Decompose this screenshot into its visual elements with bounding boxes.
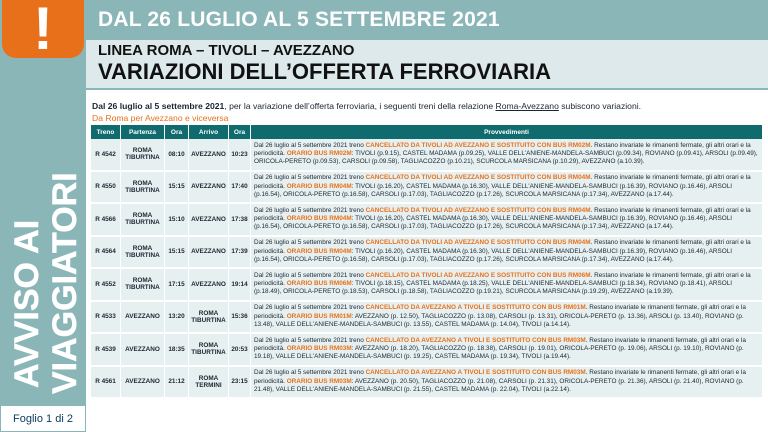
provision-text: . Restano invariate le rimanenti fermate, gli altri orari e la periodicità. [254,304,746,320]
exclamation-icon: ! [33,0,53,62]
provision-text: . Restano invariate le rimanenti fermate, gli altri orari e la periodicità. [254,141,751,158]
highlight-text: ORARIO BUS RM03M [286,377,352,385]
highlight-text: CANCELLATO DA TIVOLI AD AVEZZANO E SOSTITUITO CON BUS RM06M [365,271,591,279]
header-ora-partenza: Ora [165,125,189,139]
provision-text: Dal 26 luglio al 5 settembre 2021 treno [254,239,366,247]
table-row [91,367,763,400]
cell-treno: R 4550 [91,172,121,205]
provision-text: : TIVOLI (p.9.15), CASTEL MADAMA (p.09.25), VALLE DELL'ANIENE-MANDELA-SAMBUCI (p.09.34), ROVIANO (p.09.41), ARSOLI (p.09.49), ORICOLA-PERETO (p.09.53), CARSOLI (p.09.58), TAGLIACOZZO (p.10.21), SCURCOLA MARSICANA (p.10.29), AVEZZANO (a.10.39). [254,150,758,166]
provision-text: . Restano invariate le rimanenti fermate, gli altri orari e la periodicità. [254,369,746,385]
cell-provvedimenti [251,204,763,237]
header-provvedimenti: Provvedimenti [251,125,763,139]
table-row [91,204,763,237]
date-banner [86,0,768,40]
intro-route: Roma-Avezzano [495,101,559,111]
provision-text: : AVEZZANO (p. 12.50), TAGLIACOZZO (p. 13.08), CARSOLI (p. 13.31), ORICOLA-PERETO (p. 13.36), ARSOLI (p. 13.40), ROVIANO (p. 13.48), VALLE DELL'ANIENE-MANDELA-SAMBUCI (p. 13.55), CASTEL MADAMA (p. 14.04), TIVOLI (a.14.14). [254,312,744,328]
cell-provvedimenti [251,269,763,302]
cell-provvedimenti [251,237,763,270]
cell-provvedimenti [251,172,763,205]
intro-text [92,101,762,112]
cell-treno: R 4566 [91,204,121,237]
highlight-text: ORARIO BUS RM01M [286,312,352,320]
table-row [91,302,763,335]
header-ora-arrivo: Ora [229,125,251,139]
sidebar [0,0,86,432]
cell-ora-partenza: 15:15 [165,237,189,270]
provision-text: : AVEZZANO (p. 20.50), TAGLIACOZZO (p. 21.08), CARSOLI (p. 21.31), ORICOLA-PERETO (p. 21.36), ARSOLI (p. 21.40), ROVIANO (p. 21.48), VALLE DELL'ANIENE-MANDELA-SAMBUCI (p. 21.55), CASTEL MADAMA (p. 22.04), TIVOLI (a.22.14). [254,377,744,393]
cell-ora-partenza: 17:15 [165,269,189,302]
highlight-text: ORARIO BUS RM06M [286,280,352,288]
highlight-text: CANCELLATO DA AVEZZANO A TIVOLI E SOSTITUITO CON BUS RM03M [365,369,586,377]
cell-partenza: ROMA TIBURTINA [121,237,165,270]
provision-text: . Restano invariate le rimanenti fermate, gli altri orari e la periodicità. [254,174,751,190]
train-table [91,125,763,399]
cell-ora-arrivo: 19:14 [229,269,251,302]
highlight-text: CANCELLATO DA AVEZZANO A TIVOLI E SOSTITUITO CON BUS RM03M [365,336,586,344]
provision-text: : TIVOLI (p.16.20), CASTEL MADAMA (p.16.30), VALLE DELL'ANIENE-MANDELA-SAMBUCI (p.16.39), ROVIANO (p.16.46), ARSOLI (p.16.54), ORICOLA-PERETO (p.16.58), CARSOLI (p.17.03), TAGLIACOZZO (p.17.26), SCURCOLA MARSICANA (p.17.34), AVEZZANO (a.17.44). [254,182,733,198]
provision-text: Dal 26 luglio al 5 settembre 2021 treno [254,304,366,312]
provision-text: . Restano invariate le rimanenti fermate, gli altri orari e la periodicità. [254,239,751,255]
cell-ora-arrivo: 23:15 [229,367,251,400]
cell-treno: R 4539 [91,334,121,367]
provision-text: . Restano invariate le rimanenti fermate, gli altri orari e la periodicità. [254,336,746,353]
vertical-notice [0,70,86,400]
cell-ora-arrivo: 17:40 [229,172,251,205]
provision-text: . Restano invariate le rimanenti fermate, gli altri orari e la periodicità. [254,271,751,288]
provision-text: : AVEZZANO (p. 18.20), TAGLIACOZZO (p. 18.38), CARSOLI (p. 19.01), ORICOLA-PERETO (p. 19.06), ARSOLI (p. 19.10), ROVIANO (p. 19.18), VALLE DELL'ANIENE-MANDELA-SAMBUCI (p. 19.25), CASTEL MADAMA (p. 19.34), TIVOLI (a.19.44). [254,345,744,361]
title-box [86,40,768,90]
cell-arrivo: ROMA TERMINI [189,367,229,400]
intro-dates: Dal 26 luglio al 5 settembre 2021 [92,101,225,111]
highlight-text: ORARIO BUS RM03M [286,345,352,353]
page-indicator: Foglio 1 di 2 [0,405,86,432]
cell-ora-partenza: 13:20 [165,302,189,335]
vertical-title-1: AVVISO AI [8,219,46,388]
provision-text: : TIVOLI (p.16.20), CASTEL MADAMA (p.16.30), VALLE DELL'ANIENE-MANDELA-SAMBUCI (p.16.39), ROVIANO (p.16.46), ARSOLI (p.16.54), ORICOLA-PERETO (p.16.58), CARSOLI (p.17.03), TAGLIACOZZO (p.17.26), SCURCOLA MARSICANA (p.17.34), AVEZZANO (a.17.44). [254,247,733,263]
cell-ora-partenza: 08:10 [165,139,189,172]
direction-label: Da Roma per Avezzano e viceversa [92,113,229,123]
cell-partenza: ROMA TIBURTINA [121,269,165,302]
page-title: VARIAZIONI DELL’OFFERTA FERROVIARIA [98,59,552,84]
cell-partenza: ROMA TIBURTINA [121,204,165,237]
cell-ora-arrivo: 15:36 [229,302,251,335]
highlight-text: CANCELLATO DA TIVOLI AD AVEZZANO E SOSTITUITO CON BUS RM02M [365,141,591,149]
cell-treno: R 4561 [91,367,121,400]
cell-partenza: ROMA TIBURTINA [121,139,165,172]
provision-text: Dal 26 luglio al 5 settembre 2021 treno [254,369,366,377]
provision-text: : TIVOLI (p.16.20), CASTEL MADAMA (p.16.30), VALLE DELL'ANIENE-MANDELA-SAMBUCI (p.16.39), ROVIANO (p.16.46), ARSOLI (p.16.54), ORICOLA-PERETO (p.16.58), CARSOLI (p.17.03), TAGLIACOZZO (p.17.26), SCURCOLA MARSICANA (p.17.34), AVEZZANO (a.17.44). [254,215,733,231]
cell-arrivo: AVEZZANO [189,237,229,270]
cell-treno: R 4542 [91,139,121,172]
cell-ora-partenza: 21:12 [165,367,189,400]
highlight-text: ORARIO BUS RM02M [286,150,352,158]
highlight-text: CANCELLATO DA AVEZZANO A TIVOLI E SOSTITUITO CON BUS RM01M [365,304,586,312]
table-header-row [91,125,763,139]
cell-ora-arrivo: 20:53 [229,334,251,367]
cell-partenza: AVEZZANO [121,367,165,400]
table-row [91,139,763,172]
intro-suffix: subiscono variazioni. [558,101,642,111]
cell-provvedimenti [251,334,763,367]
cell-partenza: AVEZZANO [121,334,165,367]
cell-partenza: ROMA TIBURTINA [121,172,165,205]
table-row [91,334,763,367]
cell-treno: R 4533 [91,302,121,335]
cell-ora-partenza: 15:15 [165,172,189,205]
cell-ora-partenza: 18:35 [165,334,189,367]
cell-arrivo: AVEZZANO [189,139,229,172]
provision-text: Dal 26 luglio al 5 settembre 2021 treno [254,336,366,344]
cell-arrivo: ROMA TIBURTINA [189,334,229,367]
highlight-text: CANCELLATO DA TIVOLI AD AVEZZANO E SOSTITUITO CON BUS RM04M [365,239,591,247]
intro-middle: , per la variazione dell’offerta ferroviaria, i seguenti treni della relazione [224,101,496,111]
provision-text: Dal 26 luglio al 5 settembre 2021 treno [254,271,366,279]
warning-badge [2,0,84,62]
line-title: LINEA ROMA – TIVOLI – AVEZZANO [98,42,355,59]
cell-provvedimenti [251,367,763,400]
cell-provvedimenti [251,139,763,172]
table-row [91,172,763,205]
cell-ora-partenza: 15:10 [165,204,189,237]
provision-text: . Restano invariate le rimanenti fermate, gli altri orari e la periodicità. [254,206,751,223]
header-partenza: Partenza [121,125,165,139]
cell-partenza: AVEZZANO [121,302,165,335]
provision-text: Dal 26 luglio al 5 settembre 2021 treno [254,141,366,149]
table-row [91,269,763,302]
vertical-title-2: VIAGGIATORI [46,172,84,394]
cell-arrivo: ROMA TIBURTINA [189,302,229,335]
header-treno: Treno [91,125,121,139]
highlight-text: ORARIO BUS RM04M [286,215,352,223]
cell-ora-arrivo: 17:39 [229,237,251,270]
header-arrivo: Arrivo [189,125,229,139]
cell-arrivo: AVEZZANO [189,204,229,237]
highlight-text: CANCELLATO DA TIVOLI AD AVEZZANO E SOSTITUITO CON BUS RM04M [365,206,591,214]
cell-arrivo: AVEZZANO [189,269,229,302]
provision-text: Dal 26 luglio al 5 settembre 2021 treno [254,206,366,214]
cell-provvedimenti [251,302,763,335]
cell-treno: R 4552 [91,269,121,302]
date-range-text: DAL 26 LUGLIO AL 5 SETTEMBRE 2021 [98,8,500,31]
cell-arrivo: AVEZZANO [189,172,229,205]
highlight-text: ORARIO BUS RM04M [286,182,352,190]
cell-ora-arrivo: 17:38 [229,204,251,237]
table-row [91,237,763,270]
provision-text: Dal 26 luglio al 5 settembre 2021 treno [254,174,366,182]
highlight-text: ORARIO BUS RM04M [286,247,352,255]
provision-text: : TIVOLI (p.18.15), CASTEL MADAMA (p.18.25), VALLE DELL'ANIENE-MANDELA-SAMBUCI (p.18.34), ROVIANO (p.18.41), ARSOLI (p.18.49), ORICOLA-PERETO (p.18.53), CARSOLI (p.18.58), TAGLIACOZZO (p.19.21), SCURCOLA MARSICANA (p.19.29), AVEZZANO (a.19.39). [254,280,733,296]
cell-ora-arrivo: 10:23 [229,139,251,172]
highlight-text: CANCELLATO DA TIVOLI AD AVEZZANO E SOSTITUITO CON BUS RM04M [365,174,591,182]
cell-treno: R 4564 [91,237,121,270]
